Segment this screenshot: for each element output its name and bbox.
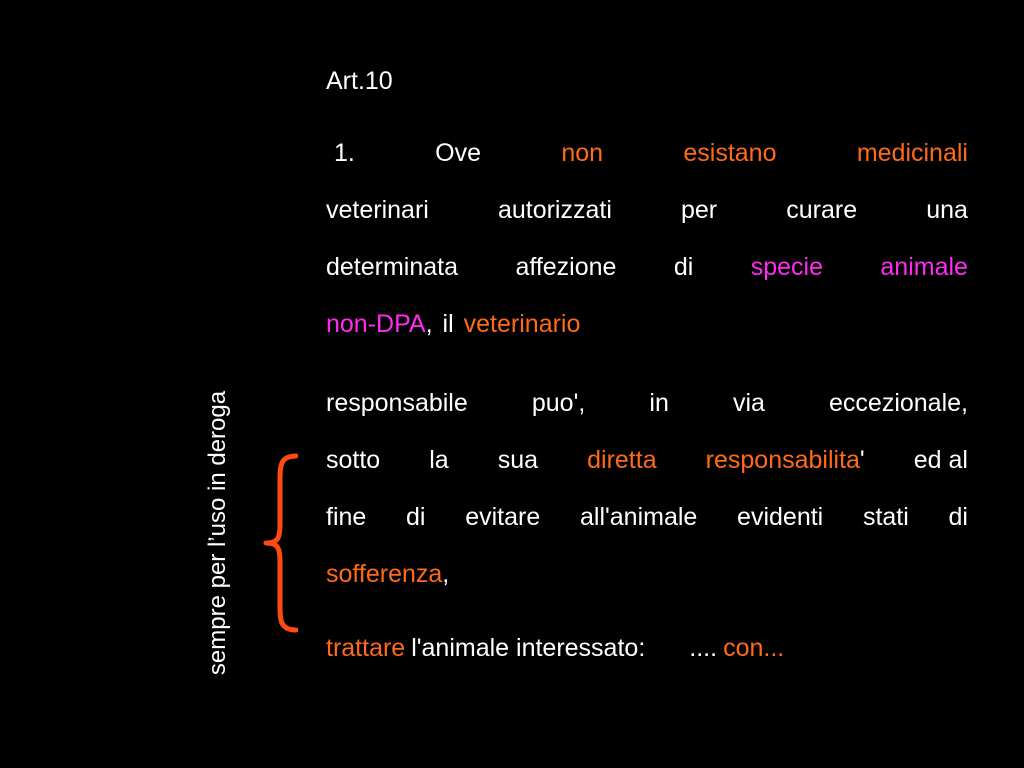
text-line: determinata affezione di specie animale [326, 252, 968, 281]
text-line: 1. Ove non esistano medicinali [334, 138, 968, 167]
article-heading: Art.10 [326, 66, 393, 95]
text-line: sotto la sua diretta responsabilita' ed al [326, 445, 968, 474]
text-line: fine di evitare all'animale evidenti stati di [326, 502, 968, 531]
text-line: responsabile puo', in via eccezionale, [326, 388, 968, 417]
text-line: veterinari autorizzati per curare una [326, 195, 968, 224]
text-line: sofferenza , [326, 559, 450, 588]
text-line: trattare l'animale interessato: .... con... [326, 633, 785, 662]
text-line: non-DPA , il veterinario [326, 309, 581, 338]
side-label: sempre per l’uso in deroga [204, 390, 231, 676]
curly-brace-icon [262, 452, 298, 634]
